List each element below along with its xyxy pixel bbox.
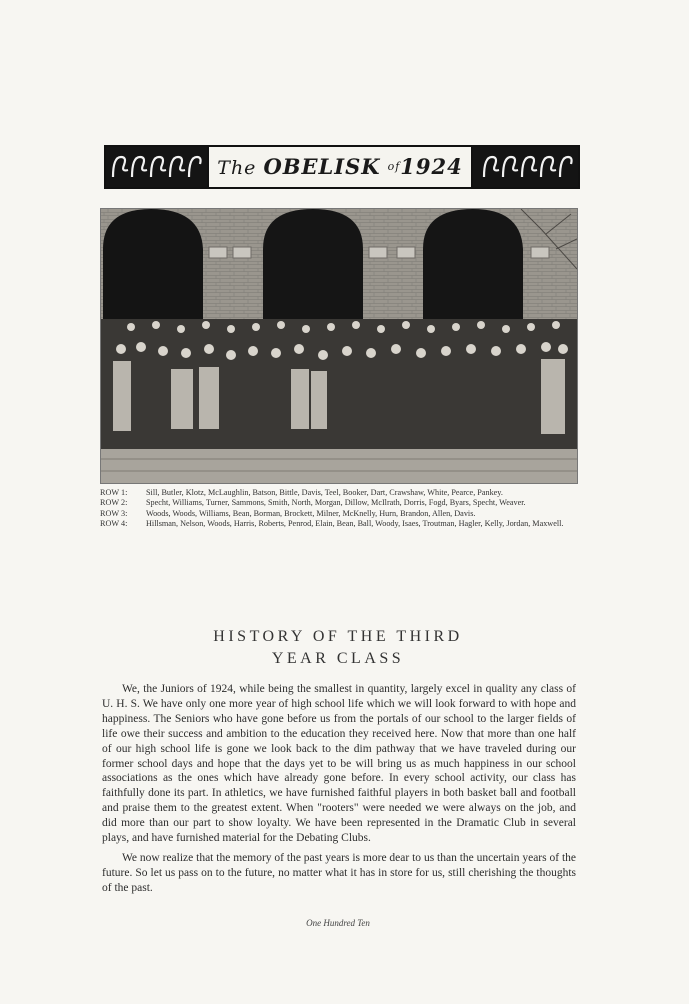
paragraph: We, the Juniors of 1924, while being the smallest in quantity, largely excel in quality any class of U. H. S. We have only one more year of high school life which we will look forward to with hope and happiness. The Seniors who have gone before us from the portals of our school to the larger fields of life owe their success and ambition to the education they received here. Now that more than one half of our high school life is gone we look back to the dim pathway that we have traveled during our former school days and hope that the days yet to be will bring us as much happiness in our school associations as the ones which have already gone before. In every school activity, our class has faithfully done its part. In athletics, we have furnished faithful players in both basket ball and football and praise them to the greatest extent. When "rooters" were needed we were always on the job, and did more than our part to show loyalty. We have been represented in the Dramatic Club in several plays, and have furnished material for the Debating Clubs.: [102, 683, 576, 845]
section-heading: [100, 626, 576, 670]
history-body: [102, 682, 576, 901]
class-photo-image: [101, 209, 577, 483]
caption-row-names: Sill, Butler, Klotz, McLaughlin, Batson, Bittle, Davis, Teel, Booker, Dart, Crawshaw, White, Pearce, Pankey.: [146, 488, 503, 497]
caption-row-label: ROW 2:: [100, 498, 128, 508]
caption-row: [100, 519, 576, 528]
caption-row: [100, 498, 576, 507]
yearbook-banner: [104, 145, 580, 189]
caption-row-label: ROW 3:: [100, 508, 128, 518]
caption-row-names: Hillsman, Nelson, Woods, Harris, Roberts, Penrod, Elain, Bean, Ball, Woody, Isaes, Troutman, Hagler, Kelly, Jordan, Maxwell.: [146, 518, 564, 528]
caption-row-label: ROW 4:: [100, 518, 128, 528]
banner-title: The OBELISK $^{of}$1924: [207, 147, 473, 187]
heading-line-2: YEAR CLASS: [271, 650, 405, 667]
page-number: One Hundred Ten: [306, 918, 370, 928]
class-photograph: [100, 208, 578, 484]
ornament-right-icon: [480, 150, 575, 184]
caption-row: [100, 509, 576, 518]
banner-name: OBELISK: [263, 154, 381, 179]
photo-caption: [100, 488, 576, 529]
heading-line-1: HISTORY OF THE THIRD: [213, 628, 463, 645]
banner-year: 1924: [400, 154, 463, 179]
caption-row-names: Specht, Williams, Turner, Sammons, Smith, North, Morgan, Dillow, McIlrath, Dorris, Fogd, Byars, Specht, Weaver.: [146, 498, 526, 508]
caption-row-names: Woods, Woods, Williams, Bean, Borman, Brockett, Milner, McKnelly, Hurn, Brandon, Allen, Davis.: [146, 508, 476, 518]
ornament-left-icon: [109, 150, 204, 184]
caption-row-label: ROW 1:: [100, 488, 128, 497]
caption-row: [100, 488, 576, 497]
paragraph: We now realize that the memory of the past years is more dear to us than the uncertain years of the future. So let us pass on to the future, no matter what it has in store for us, still cherishing the thoughts of the past.: [102, 851, 576, 894]
